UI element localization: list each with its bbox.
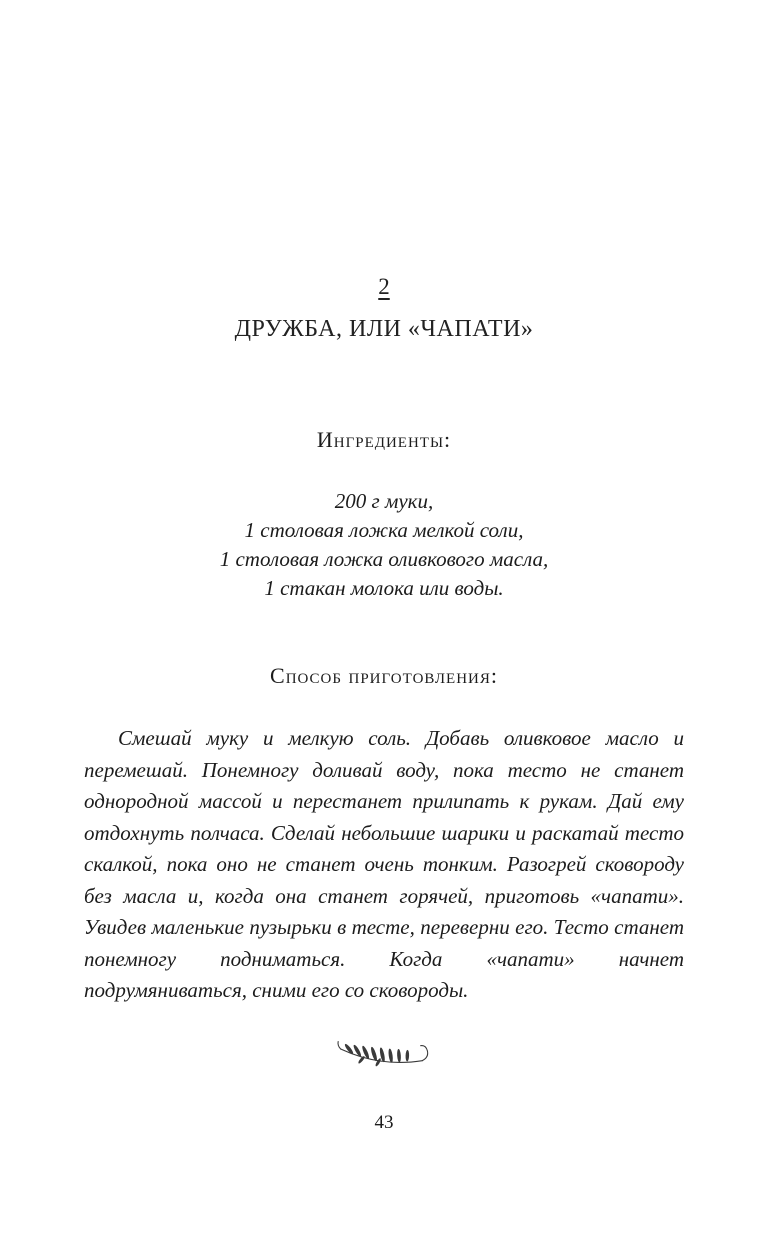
ingredient-line: 1 столовая ложка мелкой соли,: [244, 518, 524, 542]
ingredient-line: 1 стакан молока или воды.: [264, 576, 504, 600]
ingredients-list: [0, 487, 768, 603]
ingredients-heading: Ингредиенты:: [316, 427, 452, 452]
method-heading: Способ приготовления:: [270, 663, 498, 688]
ingredient-line: 200 г муки,: [334, 489, 434, 513]
chapter-title: ДРУЖБА, ИЛИ «ЧАПАТИ»: [234, 316, 534, 342]
method-text: Смешай муку и мелкую соль. Добавь оливковое масло и перемешай. Понемногу доливай воду, пока тесто не станет однородной массой и перестанет прилипать к рукам. Дай ему отдохнуть полчаса. Сделай небольшие шарики и раскатай тесто скалкой, пока оно не станет очень тонким. Разогрей сковороду без масла и, когда она станет горячей, приготовь «чапати». Увидев маленькие пузырьки в тесте, переверни его. Тесто станет понемногу подниматься. Когда «чапати» начнет подрумяниваться, сними его со сковороды.: [84, 726, 684, 1002]
laurel-ornament-icon: [0, 1037, 768, 1076]
page-number: 43: [374, 1111, 394, 1133]
chapter-number: 2: [378, 274, 390, 299]
ingredient-line: 1 столовая ложка оливкового масла,: [219, 547, 549, 571]
